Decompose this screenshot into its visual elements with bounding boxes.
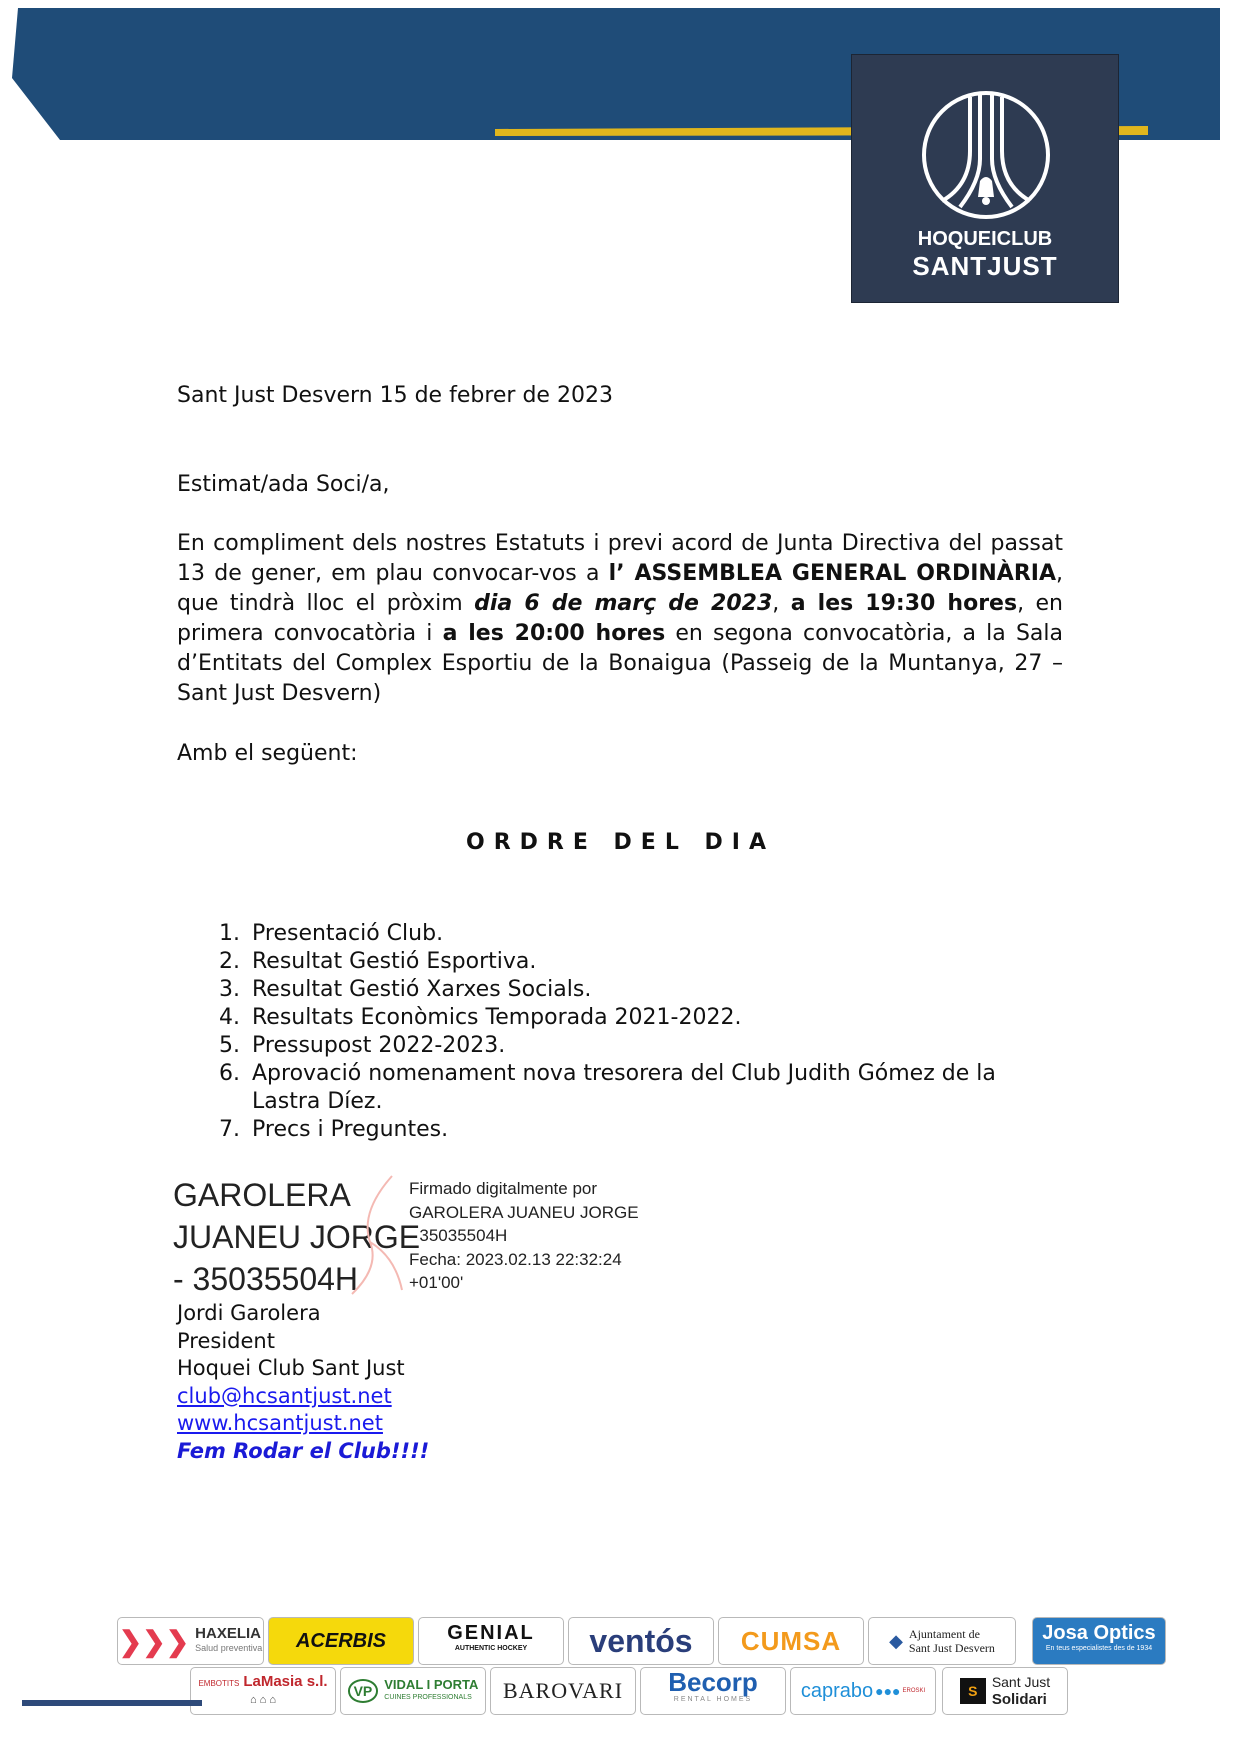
signer-name: Jordi Garolera	[177, 1301, 321, 1325]
sponsor-josa-optics: Josa Optics En teus especialistes des de 1934	[1032, 1617, 1166, 1665]
agenda-item: 2. Resultat Gestió Esportiva.	[219, 949, 537, 974]
dots-icon: ●●●	[875, 1683, 901, 1699]
agenda-intro: Amb el següent:	[177, 741, 358, 766]
email-link[interactable]: club@hcsantjust.net	[177, 1383, 392, 1408]
sponsor-genial: GENIAL AUTHENTIC HOCKEY	[418, 1617, 564, 1665]
sponsor-caprabo: caprabo ●●● EROSKI	[790, 1667, 936, 1715]
signature-details: Firmado digitalmente por GAROLERA JUANEU JORGE - 35035504H Fecha: 2023.02.13 22:32:24 +01'00'	[409, 1179, 639, 1292]
agenda-title: ORDRE DEL DIA	[466, 830, 775, 855]
sponsor-becorp: Becorp RENTAL HOMES	[640, 1667, 786, 1715]
letter-greeting: Estimat/ada Soci/a,	[177, 472, 390, 497]
sponsor-lamasia: EMBOTITS LaMasia s.l. ⌂ ⌂ ⌂	[190, 1667, 336, 1715]
sponsor-ventos: ventós	[568, 1617, 714, 1665]
club-emblem-icon	[920, 89, 1052, 221]
farmhouse-icon: ⌂ ⌂ ⌂	[249, 1694, 277, 1706]
signer-org: Hoquei Club Sant Just	[177, 1356, 405, 1380]
closing-block	[177, 1300, 429, 1465]
logo-text-bottom: SANTJUST	[912, 251, 1058, 281]
agenda-item: 6. Aprovació nomenament nova tresorera del Club Judith Gómez de la Lastra Díez.	[219, 1061, 996, 1114]
agenda-item: 5. Pressupost 2022-2023.	[219, 1033, 506, 1058]
municipality-icon: ◆	[889, 1630, 903, 1651]
footer-accent-bar	[22, 1700, 202, 1706]
sponsor-cumsa: CUMSA	[718, 1617, 864, 1665]
logo-text-top: HOQUEICLUB	[917, 228, 1053, 250]
letter-paragraph: En compliment dels nostres Estatuts i previ acord de Junta Directiva del passat 13 de gener, em plau convocar-vos a l’ ASSEMBLEA GENERAL ORDINÀRIA, que tindrà lloc el pròxim dia 6 de març de 2023, a les 19:30 hores, en primera convocatòria i a les 20:00 hores en segona convocatòria, a la Sala d’Entitats del Complex Esportiu de la Bonaigua (Passeig de la Muntanya, 27 – Sant Just Desvern)	[177, 531, 1063, 706]
sponsor-haxelia: ❯❯❯ HAXELIA Salud preventiva	[117, 1617, 264, 1665]
sponsor-acerbis: ACERBIS	[268, 1617, 414, 1665]
website-link[interactable]: www.hcsantjust.net	[177, 1411, 383, 1435]
signer-role: President	[177, 1328, 275, 1353]
sponsor-ajuntament: ◆ Ajuntament de Sant Just Desvern	[868, 1617, 1016, 1665]
letter-date: Sant Just Desvern 15 de febrer de 2023	[177, 383, 613, 408]
agenda-item: 3. Resultat Gestió Xarxes Socials.	[219, 977, 592, 1002]
signature-name: GAROLERA JUANEU JORGE - 35035504H	[173, 1177, 421, 1297]
sponsor-sant-just-solidari: S Sant Just Solidari	[942, 1667, 1068, 1715]
club-logo	[851, 54, 1119, 303]
agenda-list	[210, 920, 1070, 1144]
agenda-item: 4. Resultats Econòmics Temporada 2021-2022.	[219, 1005, 742, 1030]
club-motto: Fem Rodar el Club!!!!	[177, 1438, 430, 1463]
sponsor-vidal-porta: VP VIDAL I PORTA CUINES PROFESSIONALS	[340, 1667, 486, 1715]
sponsor-barovari: BAROVARI	[490, 1667, 636, 1715]
arrows-icon: ❯❯❯	[118, 1625, 190, 1657]
agenda-item: 7. Precs i Preguntes.	[219, 1117, 449, 1142]
signature-flourish-icon	[340, 1172, 410, 1302]
agenda-item: 1. Presentació Club.	[219, 921, 444, 946]
vp-badge-icon: VP	[348, 1679, 379, 1703]
sponsor-strip	[0, 1605, 1241, 1755]
solidari-logo-icon: S	[960, 1678, 986, 1704]
